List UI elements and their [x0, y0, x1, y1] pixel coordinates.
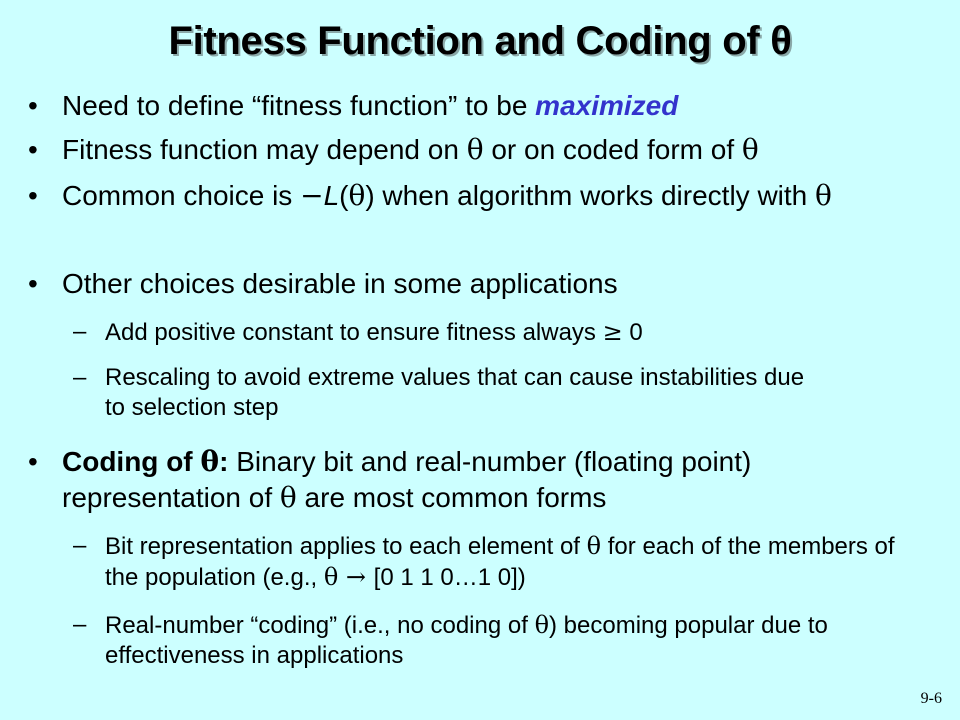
sub-bullet-text: [0 1 1 0…1 0]): [373, 564, 526, 591]
bullet-maximize: [28, 88, 922, 124]
bullet-coding: [28, 444, 892, 516]
dash-icon: –: [73, 611, 87, 638]
theta-symbol: θ: [741, 133, 759, 166]
theta-symbol: θ: [586, 532, 602, 560]
bullet-fitness-depend: [28, 132, 922, 168]
dash-icon: –: [73, 364, 87, 391]
sub-bullet-text: for each of the members of the population (e.g.,: [105, 533, 895, 591]
theta-symbol: θ: [466, 133, 484, 166]
theta-symbol: θ: [534, 611, 550, 639]
arrow-symbol: →: [338, 563, 374, 591]
sub-bullet-positive-constant: [73, 317, 945, 348]
bullet-icon: •: [28, 90, 38, 121]
sub-bullet-text: Rescaling to avoid extreme values that can cause instabilities due to selection step: [105, 364, 805, 421]
dash-icon: –: [73, 532, 87, 559]
bullet-icon: •: [28, 446, 38, 477]
sub-bullet-bit-representation: [73, 531, 905, 593]
slide-number: 9-6: [920, 690, 942, 707]
bullet-icon: •: [28, 180, 38, 211]
bullet-text: are most common forms: [296, 482, 607, 513]
sub-bullet-text: ) becoming popular due to effectiveness in applications: [105, 612, 828, 669]
slide-title: Fitness Function and Coding of θ: [168, 19, 792, 63]
bullet-other-choices: [28, 266, 922, 302]
sub-bullet-real-number: [73, 610, 935, 671]
theta-symbol: θ: [279, 481, 297, 514]
minus-symbol: −: [300, 179, 324, 212]
theta-symbol: θ: [200, 445, 220, 478]
theta-symbol: θ: [323, 563, 339, 591]
theta-symbol: θ: [815, 179, 832, 212]
bullet-icon: •: [28, 134, 38, 165]
bullet-text: Binary bit and real-number (floating point) representation of: [62, 446, 752, 513]
dash-icon: –: [73, 318, 87, 345]
loss-symbol: L: [323, 180, 340, 211]
maximized-emphasis: maximized: [535, 90, 679, 121]
bullet-text: Other choices desirable in some applications: [62, 268, 618, 299]
colon: :: [219, 446, 229, 477]
bullet-text: or on coded form of: [483, 134, 742, 165]
sub-bullet-text: 0: [622, 319, 643, 346]
bullet-icon: •: [28, 268, 38, 299]
paren: (: [339, 180, 349, 211]
bullet-text: Common choice is: [62, 180, 301, 211]
sub-bullet-text: Add positive constant to ensure fitness always: [105, 319, 603, 346]
sub-bullet-text: Bit representation applies to each element of: [105, 533, 587, 560]
bullet-common-choice: [28, 178, 922, 214]
bullet-text: ) when algorithm works directly with: [365, 180, 816, 211]
sub-bullet-text: Real-number “coding” (i.e., no coding of: [105, 612, 535, 639]
ge-symbol: ≥: [602, 318, 623, 346]
sub-bullet-rescaling: [73, 363, 805, 423]
theta-symbol: θ: [348, 179, 366, 212]
bullet-text: Need to define “fitness function” to be: [62, 90, 536, 121]
bullet-text: Fitness function may depend on: [62, 134, 467, 165]
coding-label: Coding of: [62, 446, 201, 477]
